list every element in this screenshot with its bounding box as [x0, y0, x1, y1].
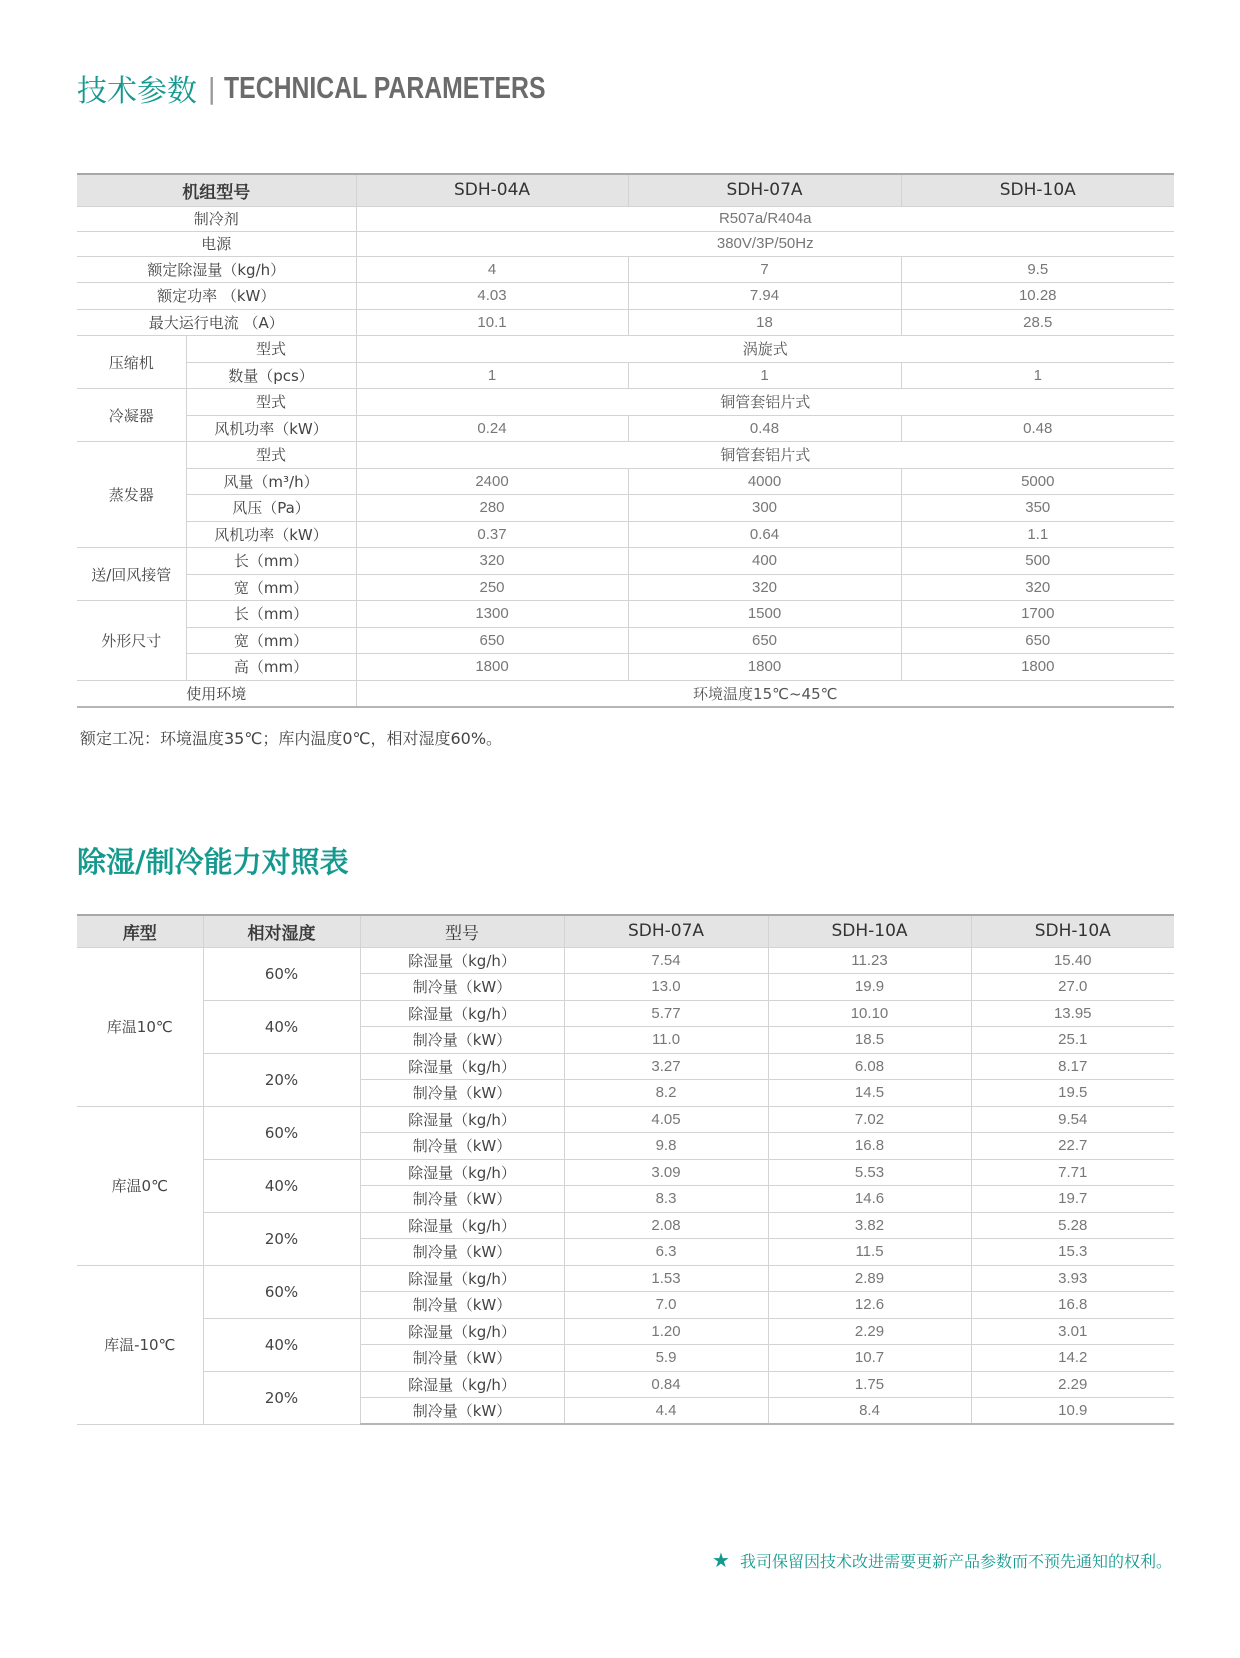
- cell-value: 12.6: [768, 1292, 971, 1319]
- humidity-label: 60%: [203, 947, 360, 1000]
- metric-label: 制冷量（kW）: [360, 1345, 564, 1372]
- cell-value: 6.3: [564, 1239, 768, 1266]
- row-label: 使用环境: [77, 680, 356, 707]
- cell-value: 27.0: [971, 974, 1174, 1001]
- table-row: [77, 1371, 1174, 1398]
- metric-label: 制冷量（kW）: [360, 1398, 564, 1425]
- cell-value: 1.53: [564, 1265, 768, 1292]
- table-row: [77, 680, 1174, 707]
- cell-value: R507a/R404a: [356, 206, 1174, 231]
- row-label: 长（mm）: [186, 548, 356, 575]
- table-row: [77, 495, 1174, 522]
- cell-value: 22.7: [971, 1133, 1174, 1160]
- cell-value: 8.4: [768, 1398, 971, 1425]
- cell-value: 1800: [628, 654, 901, 681]
- cell-value: 3.82: [768, 1212, 971, 1239]
- cell-value: 1.75: [768, 1371, 971, 1398]
- metric-label: 制冷量（kW）: [360, 1186, 564, 1213]
- cell-value: 1700: [901, 601, 1174, 628]
- row-label: 电源: [77, 231, 356, 256]
- row-label: 高（mm）: [186, 654, 356, 681]
- cell-value: 350: [901, 495, 1174, 522]
- table-row: [77, 283, 1174, 310]
- cell-value: 4.4: [564, 1398, 768, 1425]
- cell-value: 5.9: [564, 1345, 768, 1372]
- cell-value: 19.9: [768, 974, 971, 1001]
- cell-value: 320: [628, 574, 901, 601]
- row-label: 数量（pcs）: [186, 362, 356, 389]
- cell-value: 650: [356, 627, 628, 654]
- cell-value: 4: [356, 256, 628, 283]
- row-label: 风压（Pa）: [186, 495, 356, 522]
- cell-value: 0.37: [356, 521, 628, 548]
- humidity-label: 40%: [203, 1159, 360, 1212]
- table-row: [77, 574, 1174, 601]
- capacity-table: [77, 914, 1174, 1425]
- row-label: 风机功率（kW）: [186, 521, 356, 548]
- title-separator: |: [207, 71, 217, 105]
- row-label: 型式: [186, 442, 356, 469]
- metric-label: 除湿量（kg/h）: [360, 1000, 564, 1027]
- cell-value: 6.08: [768, 1053, 971, 1080]
- group-label: 蒸发器: [77, 442, 186, 548]
- table-row: [77, 256, 1174, 283]
- cell-value: 0.84: [564, 1371, 768, 1398]
- row-label: 最大运行电流 （A）: [77, 309, 356, 336]
- cell-value: 1500: [628, 601, 901, 628]
- cell-value: 8.2: [564, 1080, 768, 1107]
- cell-value: 0.48: [901, 415, 1174, 442]
- cell-value: 14.2: [971, 1345, 1174, 1372]
- cell-value: 0.24: [356, 415, 628, 442]
- cell-value: 10.10: [768, 1000, 971, 1027]
- humidity-label: 20%: [203, 1212, 360, 1265]
- model-header: SDH-04A: [356, 174, 628, 206]
- cell-value: 5.77: [564, 1000, 768, 1027]
- cell-value: 9.8: [564, 1133, 768, 1160]
- cell-value: 铜管套铝片式: [356, 442, 1174, 469]
- cell-value: 7.71: [971, 1159, 1174, 1186]
- humidity-label: 60%: [203, 1106, 360, 1159]
- humidity-label: 20%: [203, 1371, 360, 1424]
- cell-value: 5.28: [971, 1212, 1174, 1239]
- col-header: SDH-10A: [768, 915, 971, 947]
- col-header: 库型: [77, 915, 203, 947]
- cell-value: 9.5: [901, 256, 1174, 283]
- row-label: 宽（mm）: [186, 627, 356, 654]
- metric-label: 制冷量（kW）: [360, 1292, 564, 1319]
- row-label: 风量（m³/h）: [186, 468, 356, 495]
- cell-value: 7: [628, 256, 901, 283]
- col-header: SDH-10A: [971, 915, 1174, 947]
- cell-value: 250: [356, 574, 628, 601]
- row-label: 风机功率（kW）: [186, 415, 356, 442]
- table-row: [77, 362, 1174, 389]
- table-row: [77, 1000, 1174, 1027]
- group-label: 压缩机: [77, 336, 186, 389]
- room-temp-label: 库温-10℃: [77, 1265, 203, 1424]
- metric-label: 除湿量（kg/h）: [360, 1106, 564, 1133]
- title-en: TECHNICAL PARAMETERS: [224, 70, 546, 105]
- cell-value: 1: [901, 362, 1174, 389]
- cell-value: 18.5: [768, 1027, 971, 1054]
- capacity-header-row: [77, 915, 1174, 947]
- star-icon: ★: [712, 1548, 730, 1572]
- metric-label: 制冷量（kW）: [360, 1027, 564, 1054]
- cell-value: 4000: [628, 468, 901, 495]
- cell-value: 19.7: [971, 1186, 1174, 1213]
- cell-value: 10.28: [901, 283, 1174, 310]
- cell-value: 1: [356, 362, 628, 389]
- cell-value: 7.54: [564, 947, 768, 974]
- cell-value: 2.29: [768, 1318, 971, 1345]
- cell-value: 15.40: [971, 947, 1174, 974]
- model-col-header: 机组型号: [77, 174, 356, 206]
- cell-value: 13.0: [564, 974, 768, 1001]
- room-temp-label: 库温0℃: [77, 1106, 203, 1265]
- table-row: [77, 1159, 1174, 1186]
- cell-value: 3.01: [971, 1318, 1174, 1345]
- row-label: 宽（mm）: [186, 574, 356, 601]
- cell-value: 3.93: [971, 1265, 1174, 1292]
- cell-value: 13.95: [971, 1000, 1174, 1027]
- cell-value: 7.02: [768, 1106, 971, 1133]
- row-label: 型式: [186, 336, 356, 363]
- group-label: 送/回风接管: [77, 548, 186, 601]
- table-row: [77, 309, 1174, 336]
- cell-value: 280: [356, 495, 628, 522]
- cell-value: 3.09: [564, 1159, 768, 1186]
- cell-value: 8.17: [971, 1053, 1174, 1080]
- table-row: [77, 468, 1174, 495]
- metric-label: 除湿量（kg/h）: [360, 1265, 564, 1292]
- metric-label: 除湿量（kg/h）: [360, 947, 564, 974]
- section-title: 除湿/制冷能力对照表: [77, 845, 349, 879]
- model-header: SDH-07A: [628, 174, 901, 206]
- rated-conditions-note: 额定工况：环境温度35℃；库内温度0℃，相对湿度60%。: [80, 729, 503, 748]
- metric-label: 制冷量（kW）: [360, 1080, 564, 1107]
- model-header: SDH-10A: [901, 174, 1174, 206]
- table-row: [77, 521, 1174, 548]
- page-title: [77, 66, 626, 110]
- metric-label: 制冷量（kW）: [360, 974, 564, 1001]
- cell-value: 14.6: [768, 1186, 971, 1213]
- cell-value: 320: [356, 548, 628, 575]
- cell-value: 19.5: [971, 1080, 1174, 1107]
- cell-value: 2.08: [564, 1212, 768, 1239]
- table-row: [77, 548, 1174, 575]
- cell-value: 2.29: [971, 1371, 1174, 1398]
- table-row: [77, 627, 1174, 654]
- cell-value: 11.0: [564, 1027, 768, 1054]
- disclaimer: [712, 1548, 1172, 1572]
- table-row: [77, 442, 1174, 469]
- table-row: [77, 206, 1174, 231]
- cell-value: 16.8: [768, 1133, 971, 1160]
- table-row: [77, 1106, 1174, 1133]
- cell-value: 2.89: [768, 1265, 971, 1292]
- group-label: 外形尺寸: [77, 601, 186, 681]
- cell-value: 25.1: [971, 1027, 1174, 1054]
- table-row: [77, 415, 1174, 442]
- cell-value: 0.48: [628, 415, 901, 442]
- cell-value: 10.1: [356, 309, 628, 336]
- table-row: [77, 1318, 1174, 1345]
- table-row: [77, 947, 1174, 974]
- row-label: 制冷剂: [77, 206, 356, 231]
- cell-value: 28.5: [901, 309, 1174, 336]
- humidity-label: 20%: [203, 1053, 360, 1106]
- cell-value: 18: [628, 309, 901, 336]
- metric-label: 除湿量（kg/h）: [360, 1159, 564, 1186]
- cell-value: 0.64: [628, 521, 901, 548]
- title-cn: 技术参数: [77, 74, 197, 109]
- table-row: [77, 601, 1174, 628]
- table-row: [77, 654, 1174, 681]
- row-label: 型式: [186, 389, 356, 416]
- cell-value: 11.5: [768, 1239, 971, 1266]
- cell-value: 5000: [901, 468, 1174, 495]
- cell-value: 320: [901, 574, 1174, 601]
- humidity-label: 40%: [203, 1000, 360, 1053]
- cell-value: 500: [901, 548, 1174, 575]
- humidity-label: 40%: [203, 1318, 360, 1371]
- humidity-label: 60%: [203, 1265, 360, 1318]
- cell-value: 1300: [356, 601, 628, 628]
- cell-value: 15.3: [971, 1239, 1174, 1266]
- cell-value: 1800: [901, 654, 1174, 681]
- cell-value: 涡旋式: [356, 336, 1174, 363]
- spec-header-row: [77, 174, 1174, 206]
- table-row: [77, 1265, 1174, 1292]
- spec-table: [77, 173, 1174, 708]
- col-header: 型号: [360, 915, 564, 947]
- cell-value: 14.5: [768, 1080, 971, 1107]
- table-row: [77, 231, 1174, 256]
- metric-label: 除湿量（kg/h）: [360, 1371, 564, 1398]
- cell-value: 10.7: [768, 1345, 971, 1372]
- row-label: 长（mm）: [186, 601, 356, 628]
- cell-value: 7.94: [628, 283, 901, 310]
- group-label: 冷凝器: [77, 389, 186, 442]
- cell-value: 2400: [356, 468, 628, 495]
- cell-value: 380V/3P/50Hz: [356, 231, 1174, 256]
- cell-value: 1: [628, 362, 901, 389]
- cell-value: 1800: [356, 654, 628, 681]
- table-row: [77, 336, 1174, 363]
- cell-value: 300: [628, 495, 901, 522]
- cell-value: 400: [628, 548, 901, 575]
- col-header: SDH-07A: [564, 915, 768, 947]
- table-row: [77, 389, 1174, 416]
- metric-label: 除湿量（kg/h）: [360, 1053, 564, 1080]
- table-row: [77, 1053, 1174, 1080]
- table-row: [77, 1212, 1174, 1239]
- cell-value: 1.1: [901, 521, 1174, 548]
- cell-value: 16.8: [971, 1292, 1174, 1319]
- disclaimer-text: 我司保留因技术改进需要更新产品参数而不预先通知的权利。: [739, 1551, 1172, 1571]
- cell-value: 650: [628, 627, 901, 654]
- cell-value: 铜管套铝片式: [356, 389, 1174, 416]
- metric-label: 制冷量（kW）: [360, 1133, 564, 1160]
- cell-value: 3.27: [564, 1053, 768, 1080]
- cell-value: 4.05: [564, 1106, 768, 1133]
- cell-value: 9.54: [971, 1106, 1174, 1133]
- col-header: 相对湿度: [203, 915, 360, 947]
- cell-value: 650: [901, 627, 1174, 654]
- cell-value: 1.20: [564, 1318, 768, 1345]
- cell-value: 5.53: [768, 1159, 971, 1186]
- metric-label: 制冷量（kW）: [360, 1239, 564, 1266]
- row-label: 额定功率 （kW）: [77, 283, 356, 310]
- cell-value: 11.23: [768, 947, 971, 974]
- cell-value: 8.3: [564, 1186, 768, 1213]
- cell-value: 10.9: [971, 1398, 1174, 1425]
- cell-value: 4.03: [356, 283, 628, 310]
- row-label: 额定除湿量（kg/h）: [77, 256, 356, 283]
- cell-value: 环境温度15℃~45℃: [356, 680, 1174, 707]
- room-temp-label: 库温10℃: [77, 947, 203, 1106]
- cell-value: 7.0: [564, 1292, 768, 1319]
- metric-label: 除湿量（kg/h）: [360, 1318, 564, 1345]
- metric-label: 除湿量（kg/h）: [360, 1212, 564, 1239]
